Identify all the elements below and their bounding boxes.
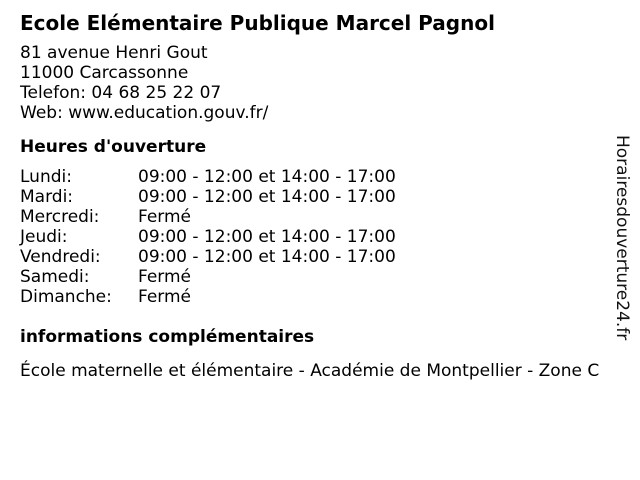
school-info-card — [20, 10, 620, 381]
address-block — [20, 43, 620, 123]
page-title: Ecole Elémentaire Publique Marcel Pagnol — [20, 11, 495, 35]
opening-hours-heading: Heures d'ouverture — [20, 137, 207, 157]
time-value: 09:00 - 12:00 et 14:00 - 17:00 — [138, 247, 396, 267]
additional-info-text: École maternelle et élémentaire - Académie de Montpellier - Zone C — [20, 361, 600, 381]
time-value: 09:00 - 12:00 et 14:00 - 17:00 — [138, 227, 396, 247]
hours-row-sunday — [20, 287, 620, 307]
day-label: Lundi: — [20, 167, 72, 187]
opening-hours-list — [20, 167, 620, 307]
time-value: Fermé — [138, 267, 192, 287]
day-label: Dimanche: — [20, 287, 112, 307]
hours-row-saturday — [20, 267, 620, 287]
day-label: Jeudi: — [20, 227, 68, 247]
time-value: Fermé — [138, 207, 192, 227]
day-label: Vendredi: — [20, 247, 101, 267]
city: 11000 Carcassonne — [20, 63, 189, 83]
time-value: 09:00 - 12:00 et 14:00 - 17:00 — [138, 167, 396, 187]
hours-row-monday — [20, 167, 620, 187]
hours-row-tuesday — [20, 187, 620, 207]
hours-row-thursday — [20, 227, 620, 247]
phone-number: Telefon: 04 68 25 22 07 — [20, 83, 222, 103]
website: Web: www.education.gouv.fr/ — [20, 103, 269, 123]
time-value: 09:00 - 12:00 et 14:00 - 17:00 — [138, 187, 396, 207]
hours-row-friday — [20, 247, 620, 267]
hours-row-wednesday — [20, 207, 620, 227]
day-label: Mercredi: — [20, 207, 100, 227]
site-watermark: Horairesdouverture24.fr — [612, 135, 632, 341]
day-label: Samedi: — [20, 267, 90, 287]
time-value: Fermé — [138, 287, 192, 307]
day-label: Mardi: — [20, 187, 74, 207]
street-address: 81 avenue Henri Gout — [20, 43, 208, 63]
additional-info-heading: informations complémentaires — [20, 327, 315, 347]
